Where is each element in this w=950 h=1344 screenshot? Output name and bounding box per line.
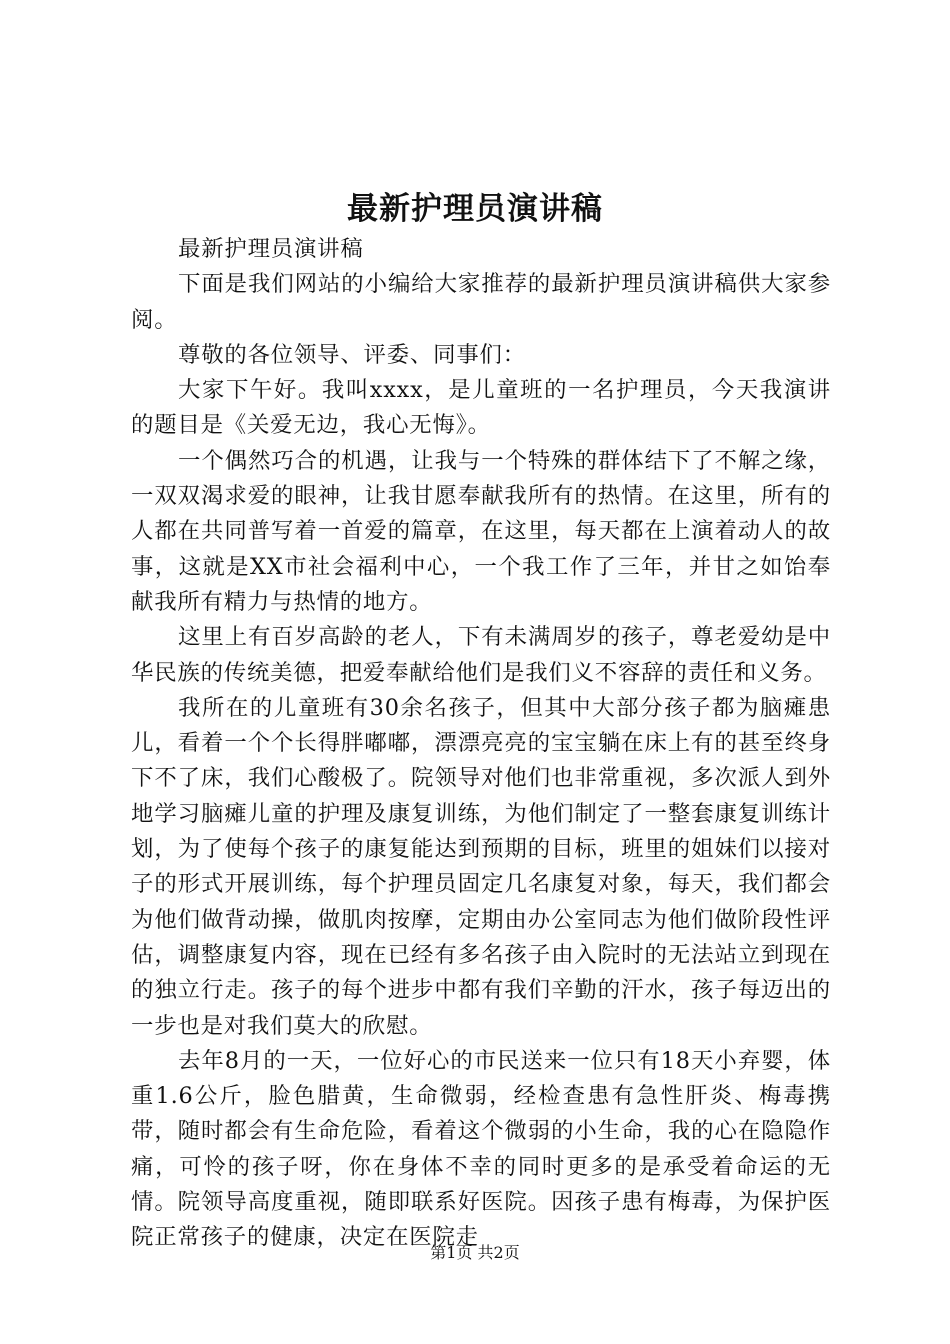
paragraph-intro: 下面是我们网站的小编给大家推荐的最新护理员演讲稿供大家参阅。 <box>131 271 831 333</box>
paragraph-heading-repeat: 最新护理员演讲稿 <box>178 236 364 262</box>
paragraph-elders-children: 这里上有百岁高龄的老人，下有未满周岁的孩子，尊老爱幼是中华民族的传统美德，把爱奉献给他们是我们义不容辞的责任和义务。 <box>131 624 831 686</box>
document-title: 最新护理员演讲稿 <box>347 191 603 227</box>
paragraph-abandoned-infant: 去年8月的一天，一位好心的市民送来一位只有18天小弃婴，体重1.6公斤，脸色腊黄，生命微弱，经检查患有急性肝炎、梅毒携带，随时都会有生命危险，看着这个微弱的小生命，我的心在隐隐作痛，可怜的孩子呀，你在身体不幸的同时更多的是承受着命运的无情。院领导高度重视，随即联系好医院。因孩子患有梅毒，为保护医院正常孩子的健康，决定在医院走 <box>131 1047 831 1251</box>
document-body <box>131 232 831 1256</box>
paragraph-greeting: 大家下午好。我叫xxxx，是儿童班的一名护理员，今天我演讲的题目是《关爱无边，我心无悔》。 <box>131 377 831 439</box>
paragraph-salutation: 尊敬的各位领导、评委、同事们： <box>178 341 526 368</box>
paragraph-children-class: 我所在的儿童班有30余名孩子，但其中大部分孩子都为脑瘫患儿，看着一个个长得胖嘟嘟，漂漂亮亮的宝宝躺在床上有的甚至终身下不了床，我们心酸极了。院领导对他们也非常重视，多次派人到外地学习脑瘫儿童的护理及康复训练，为他们制定了一整套康复训练计划，为了使每个孩子的康复能达到预期的目标，班里的姐妹们以接对子的形式开展训练，每个护理员固定几名康复对象，每天，我们都会为他们做背动操，做肌肉按摩，定期由办公室同志为他们做阶段性评估，调整康复内容，现在已经有多名孩子由入院时的无法站立到现在的独立行走。孩子的每个进步中都有我们辛勤的汗水，孩子每迈出的一步也是对我们莫大的欣慰。 <box>131 694 831 1039</box>
paragraph-welfare-center: 一个偶然巧合的机遇，让我与一个特殊的群体结下了不解之缘，一双双渴求爱的眼神，让我甘愿奉献我所有的热情。在这里，所有的人都在共同普写着一首爱的篇章，在这里，每天都在上演着动人的故事，这就是XX市社会福利中心，一个我工作了三年，并甘之如饴奉献我所有精力与热情的地方。 <box>131 447 831 615</box>
page-footer: 第1页 共2页 <box>430 1243 520 1262</box>
